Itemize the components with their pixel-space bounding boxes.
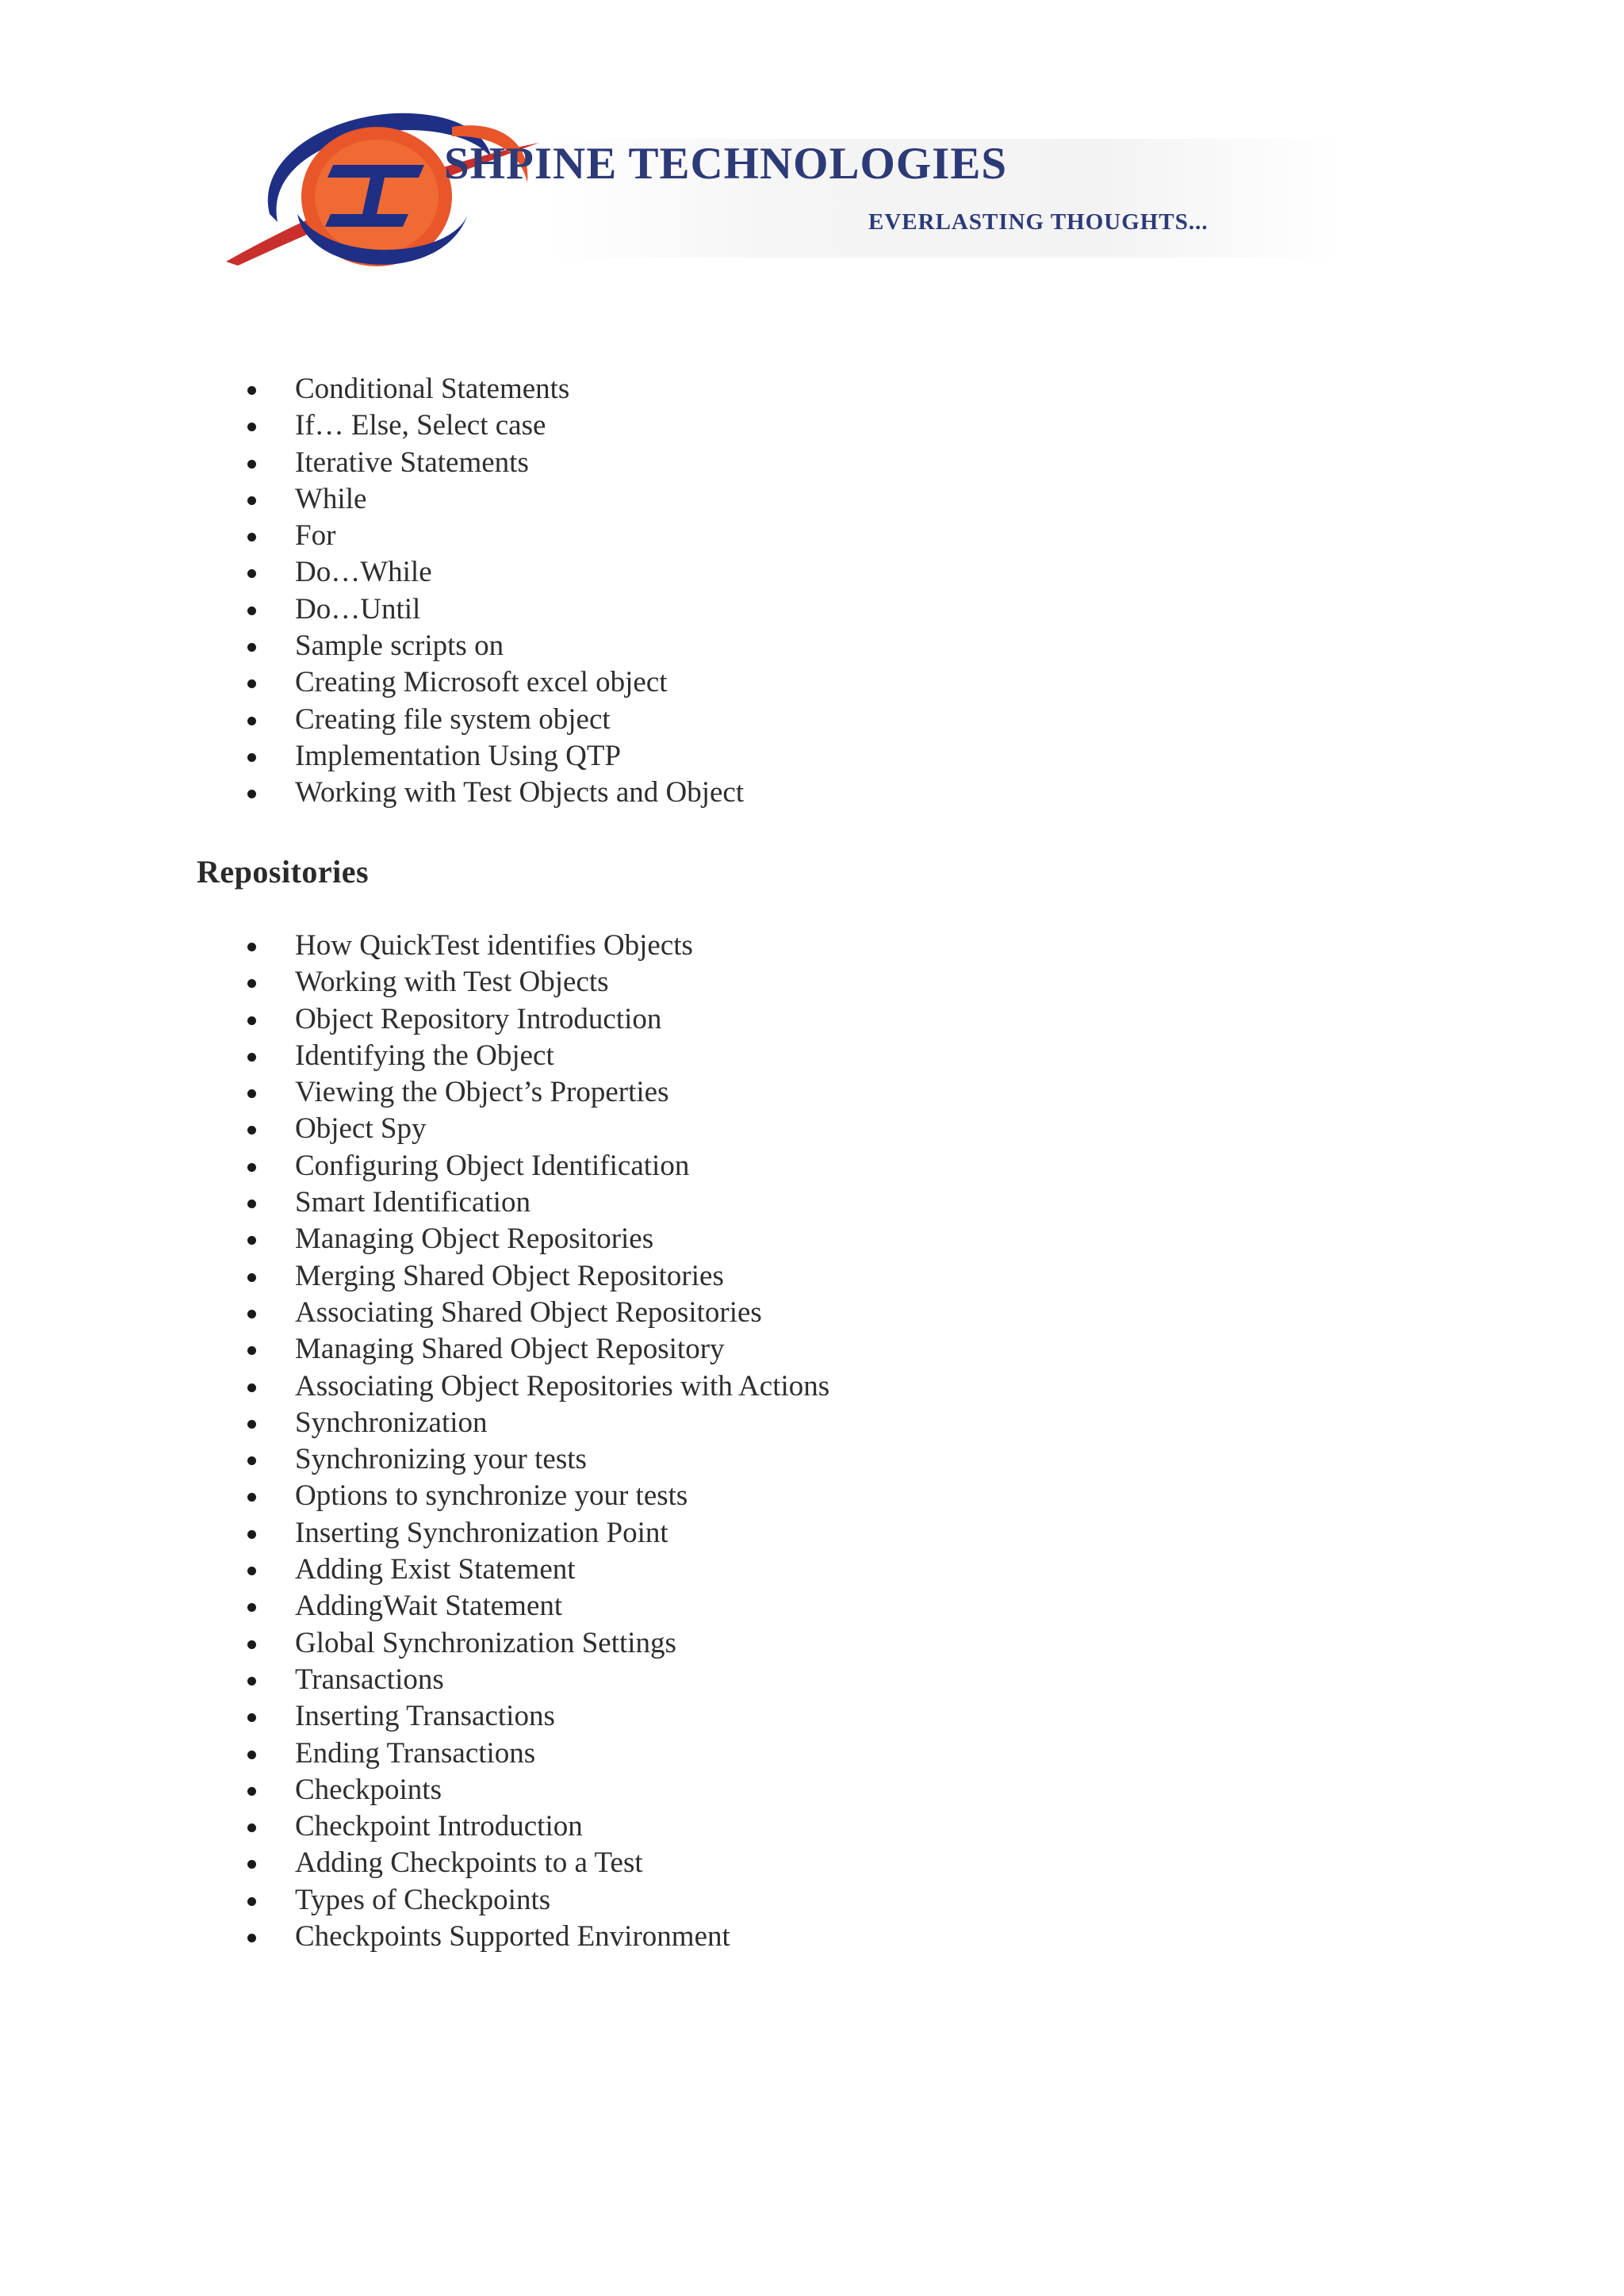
list-item-text: Identifying the Object [295, 1039, 554, 1072]
list-item [238, 1295, 829, 1331]
bullet-icon [247, 943, 256, 951]
bullet-icon [247, 496, 256, 505]
list-item [238, 1772, 829, 1808]
list-item [238, 1001, 829, 1038]
list-item [238, 554, 744, 591]
list-item-text: Inserting Transactions [295, 1700, 555, 1733]
list-item-text: While [295, 482, 367, 515]
list-item [238, 1148, 829, 1184]
bullet-icon [247, 1493, 256, 1502]
list-item-text: Do…Until [295, 592, 421, 626]
list-item [238, 518, 744, 554]
list-item [238, 1221, 829, 1257]
list-item [238, 1515, 829, 1552]
list-item [238, 371, 744, 408]
list-item-text: Object Repository Introduction [295, 1002, 662, 1035]
bullet-icon [247, 753, 256, 762]
list-item-text: Object Spy [295, 1112, 427, 1146]
list-item [238, 1184, 829, 1221]
bullet-icon [247, 1787, 256, 1796]
list-item [238, 664, 744, 701]
bullet-icon [247, 386, 256, 395]
list-item-text: Synchronization [295, 1406, 488, 1439]
list-item-text: Smart Identification [295, 1186, 530, 1219]
bullet-icon [247, 1053, 256, 1062]
list-item-text: For [295, 519, 336, 553]
bullet-icon [247, 1860, 256, 1869]
bullet-icon [247, 1016, 256, 1025]
list-item [238, 1808, 829, 1845]
bullet-icon [247, 607, 256, 615]
bullet-icon [247, 1456, 256, 1465]
list-item-text: Viewing the Object’s Properties [295, 1076, 669, 1109]
list-item [238, 1441, 829, 1478]
list-item-text: Adding Exist Statement [295, 1553, 576, 1586]
list-item [238, 964, 829, 1001]
section-heading: Repositories [197, 854, 370, 890]
list-item-text: Checkpoints Supported Environment [295, 1920, 730, 1954]
list-item-text: Creating file system object [295, 702, 611, 736]
list-item-text: Implementation Using QTP [295, 739, 622, 772]
list-item [238, 1625, 829, 1662]
list-item-text: Working with Test Objects and Object [295, 776, 745, 809]
bullet-icon [247, 1420, 256, 1429]
list-item-text: Options to synchronize your tests [295, 1479, 688, 1513]
list-item-text: Merging Shared Object Repositories [295, 1259, 724, 1292]
list-item-text: Managing Shared Object Repository [295, 1333, 725, 1366]
list-item [238, 591, 744, 628]
bullet-icon [247, 460, 256, 469]
list-item [238, 1698, 829, 1735]
list-item-text: Types of Checkpoints [295, 1883, 551, 1916]
list-item-text: Managing Object Repositories [295, 1223, 654, 1256]
list-item [238, 1038, 829, 1074]
bullet-icon [247, 1200, 256, 1208]
list-item [238, 1882, 829, 1919]
topic-list-repositories [238, 928, 829, 1955]
list-item [238, 1588, 829, 1624]
list-item [238, 1331, 829, 1368]
list-item [238, 738, 744, 775]
list-item [238, 445, 744, 481]
list-item [238, 1074, 829, 1111]
list-item-text: Conditional Statements [295, 373, 570, 405]
shpine-logo-icon [214, 95, 547, 285]
bullet-icon [247, 1823, 256, 1832]
page-header [214, 95, 1340, 285]
list-item-text: How QuickTest identifies Objects [295, 929, 693, 962]
list-item [238, 702, 744, 738]
list-item-text: Do…While [295, 556, 432, 589]
list-item-text: Checkpoints [295, 1773, 442, 1806]
bullet-icon [247, 1089, 256, 1098]
bullet-icon [247, 569, 256, 578]
bullet-icon [247, 643, 256, 652]
list-item [238, 1368, 829, 1405]
list-item-text: If… Else, Select case [295, 409, 546, 442]
list-item-text: Inserting Synchronization Point [295, 1516, 668, 1549]
list-item-text: Associating Shared Object Repositories [295, 1295, 762, 1329]
bullet-icon [247, 1273, 256, 1282]
bullet-icon [247, 533, 256, 541]
list-item-text: Global Synchronization Settings [295, 1626, 676, 1659]
bullet-icon [247, 1640, 256, 1649]
bullet-icon [247, 1310, 256, 1318]
brand-name: SHPINE TECHNOLOGIES [444, 139, 1008, 189]
bullet-icon [247, 790, 256, 798]
bullet-icon [247, 1934, 256, 1942]
list-item [238, 1478, 829, 1514]
list-item [238, 775, 744, 811]
bullet-icon [247, 717, 256, 725]
bullet-icon [247, 679, 256, 688]
bullet-icon [247, 1567, 256, 1575]
list-item-text: Sample scripts on [295, 629, 504, 663]
list-item [238, 1552, 829, 1588]
list-item [238, 1662, 829, 1698]
bullet-icon [247, 1751, 256, 1759]
bullet-icon [247, 1163, 256, 1172]
bullet-icon [247, 1383, 256, 1392]
bullet-icon [247, 1126, 256, 1135]
list-item [238, 1845, 829, 1881]
list-item-text: Configuring Object Identification [295, 1149, 690, 1182]
list-item [238, 1919, 829, 1955]
list-item-text: Working with Test Objects [295, 966, 609, 999]
list-item [238, 481, 744, 518]
list-item-text: Ending Transactions [295, 1736, 536, 1770]
list-item-text: Checkpoint Introduction [295, 1810, 583, 1843]
bullet-icon [247, 423, 256, 431]
topic-list-control-statements [238, 371, 744, 812]
bullet-icon [247, 1236, 256, 1245]
list-item-text: Adding Checkpoints to a Test [295, 1846, 643, 1880]
list-item [238, 1111, 829, 1147]
list-item-text: Associating Object Repositories with Actions [295, 1369, 830, 1402]
list-item [238, 1258, 829, 1295]
bullet-icon [247, 1897, 256, 1906]
list-item-text: Creating Microsoft excel object [295, 666, 668, 699]
brand-tagline: EVERLASTING THOUGHTS... [868, 209, 1208, 235]
bullet-icon [247, 1677, 256, 1686]
bullet-icon [247, 1530, 256, 1539]
bullet-icon [247, 1603, 256, 1612]
list-item-text: AddingWait Statement [295, 1590, 563, 1623]
list-item [238, 1735, 829, 1772]
bullet-icon [247, 979, 256, 988]
list-item [238, 1405, 829, 1441]
bullet-icon [247, 1346, 256, 1355]
list-item [238, 628, 744, 664]
list-item [238, 408, 744, 444]
list-item-text: Transactions [295, 1663, 444, 1696]
list-item [238, 928, 829, 964]
bullet-icon [247, 1713, 256, 1722]
list-item-text: Iterative Statements [295, 446, 529, 479]
list-item-text: Synchronizing your tests [295, 1443, 587, 1476]
